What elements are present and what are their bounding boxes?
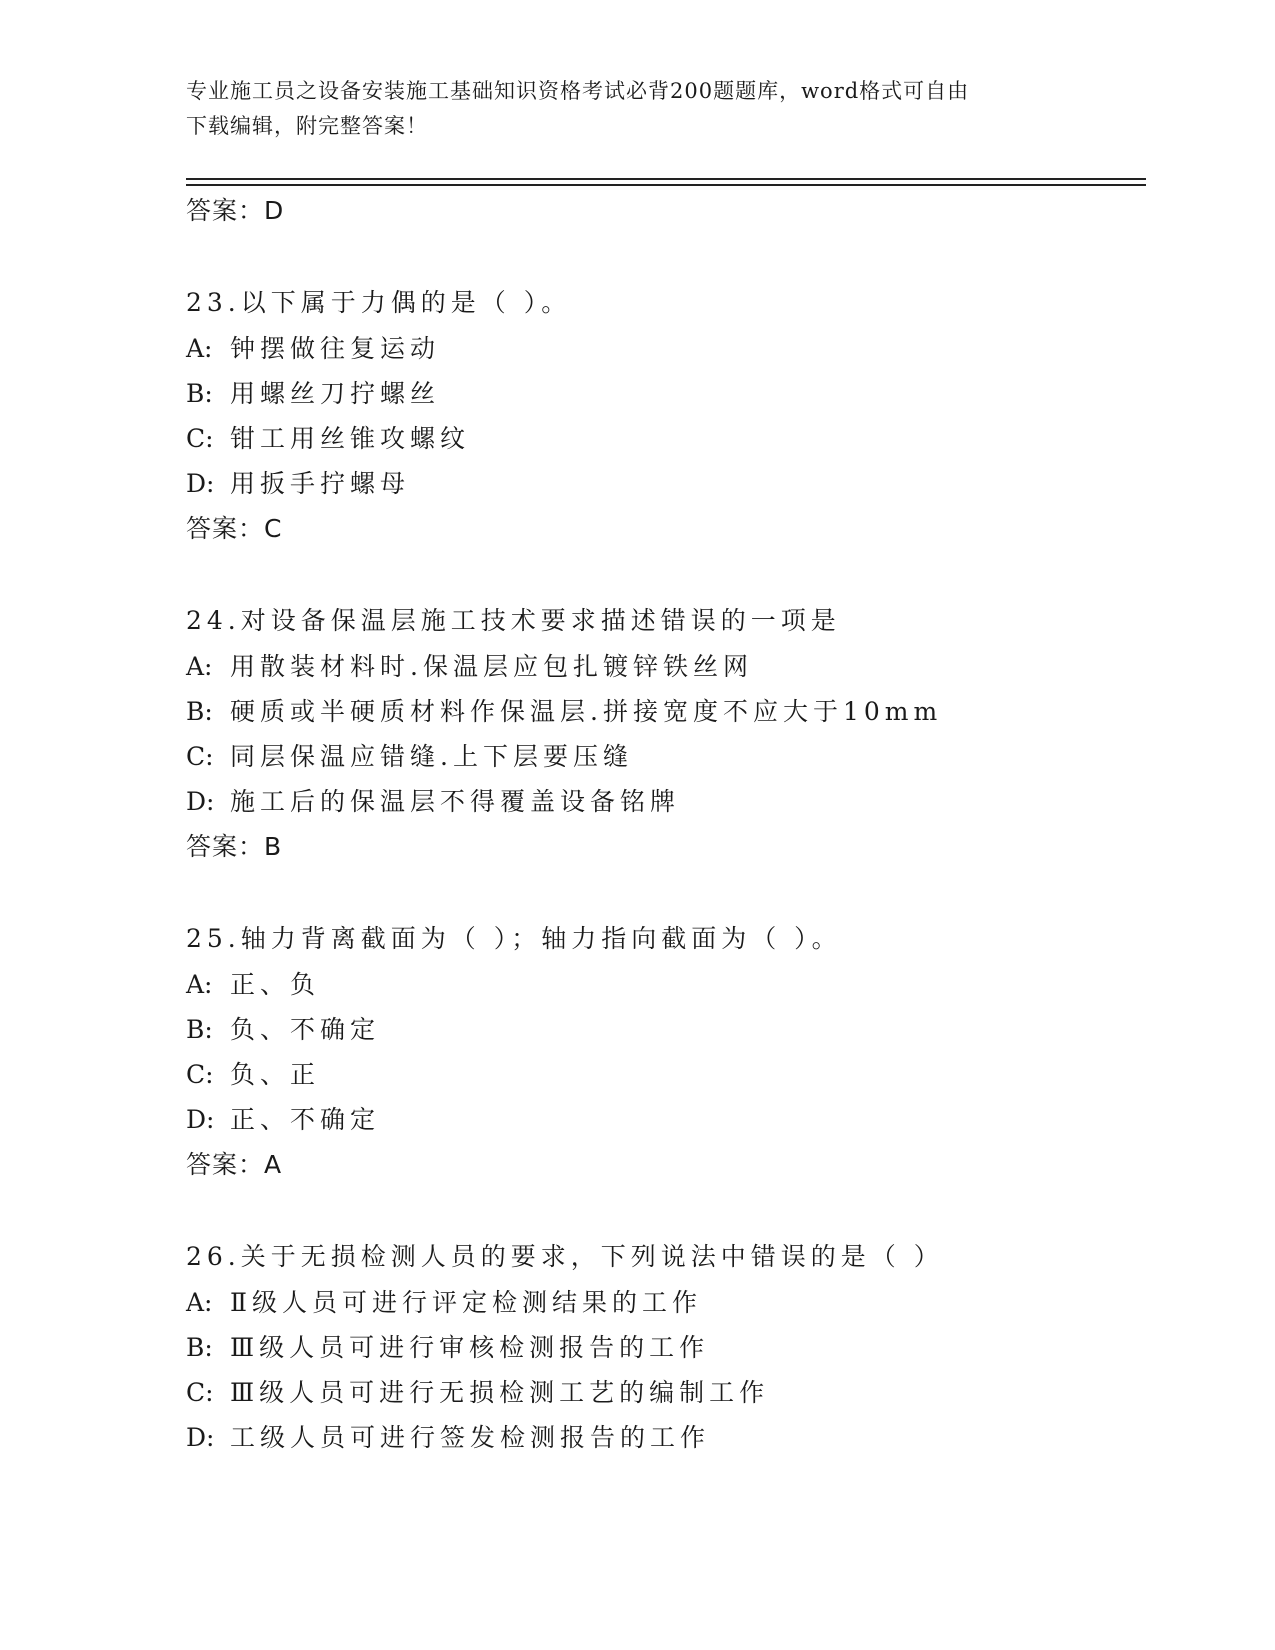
- option-key: C:: [186, 742, 214, 771]
- option-d: [186, 461, 1146, 506]
- option-c: [186, 416, 1146, 461]
- option-d: [186, 779, 1146, 824]
- option-text: 硬质或半硬质材料作保温层.拼接宽度不应大于10mm: [230, 697, 943, 726]
- option-key: A:: [186, 652, 213, 681]
- question-stem: 23.以下属于力偶的是（ ）。: [186, 288, 572, 317]
- question-block: [186, 916, 1146, 1188]
- option-a: [186, 644, 1146, 689]
- option-text: Ⅱ级人员可进行评定检测结果的工作: [230, 1288, 702, 1317]
- option-a: [186, 326, 1146, 371]
- option-c: [186, 1370, 1146, 1415]
- spacer: [186, 1188, 1146, 1234]
- option-text: 施工后的保温层不得覆盖设备铭牌: [230, 787, 681, 816]
- option-text: Ⅲ级人员可进行无损检测工艺的编制工作: [230, 1378, 770, 1407]
- option-key: A:: [186, 1288, 213, 1317]
- option-a: [186, 1280, 1146, 1325]
- option-key: B:: [186, 1015, 213, 1044]
- spacer: [186, 870, 1146, 916]
- option-d: [186, 1097, 1146, 1142]
- option-b: [186, 1325, 1146, 1370]
- option-text: 正、不确定: [230, 1105, 381, 1134]
- page-header: [186, 74, 1066, 144]
- answer-line: 答案：B: [186, 832, 283, 861]
- option-key: B:: [186, 379, 213, 408]
- spacer: [186, 234, 1146, 280]
- option-c: [186, 734, 1146, 779]
- option-key: C:: [186, 424, 214, 453]
- header-divider-bottom: [186, 184, 1146, 186]
- option-text: Ⅲ级人员可进行审核检测报告的工作: [230, 1333, 710, 1362]
- question-block: [186, 598, 1146, 870]
- spacer: [186, 552, 1146, 598]
- question-block: [186, 280, 1146, 552]
- option-c: [186, 1052, 1146, 1097]
- option-key: A:: [186, 334, 213, 363]
- option-key: D:: [186, 469, 215, 498]
- question-stem: 25.轴力背离截面为（ ）；轴力指向截面为（ ）。: [186, 924, 842, 953]
- option-text: 正、负: [230, 970, 321, 999]
- option-b: [186, 689, 1146, 734]
- option-text: 用扳手拧螺母: [230, 469, 411, 498]
- option-key: C:: [186, 1378, 214, 1407]
- option-text: 负、不确定: [230, 1015, 381, 1044]
- answer-line: 答案：A: [186, 1150, 283, 1179]
- option-key: C:: [186, 1060, 214, 1089]
- option-text: 用螺丝刀拧螺丝: [230, 379, 441, 408]
- option-b: [186, 1007, 1146, 1052]
- option-key: D:: [186, 1105, 215, 1134]
- question-block: [186, 1234, 1146, 1460]
- previous-answer: 答案：D: [186, 196, 285, 225]
- option-text: 钳工用丝锥攻螺纹: [230, 424, 471, 453]
- option-a: [186, 962, 1146, 1007]
- header-line-1: 专业施工员之设备安装施工基础知识资格考试必背200题题库，word格式可自由: [186, 79, 970, 103]
- question-stem: 24.对设备保温层施工技术要求描述错误的一项是: [186, 606, 841, 635]
- question-stem: 26.关于无损检测人员的要求，下列说法中错误的是（ ）: [186, 1242, 944, 1271]
- header-line-2: 下载编辑，附完整答案！: [186, 114, 428, 138]
- option-key: B:: [186, 697, 213, 726]
- option-text: 工级人员可进行签发检测报告的工作: [230, 1423, 711, 1452]
- option-key: B:: [186, 1333, 213, 1362]
- option-key: D:: [186, 1423, 215, 1452]
- option-key: D:: [186, 787, 215, 816]
- header-divider-top: [186, 178, 1146, 180]
- option-key: A:: [186, 970, 213, 999]
- option-text: 钟摆做往复运动: [230, 334, 441, 363]
- option-text: 负、正: [230, 1060, 321, 1089]
- question-list: [186, 188, 1146, 1460]
- option-b: [186, 371, 1146, 416]
- option-text: 用散装材料时.保温层应包扎镀锌铁丝网: [230, 652, 753, 681]
- option-d: [186, 1415, 1146, 1460]
- answer-line: 答案：C: [186, 514, 283, 543]
- option-text: 同层保温应错缝.上下层要压缝: [230, 742, 633, 771]
